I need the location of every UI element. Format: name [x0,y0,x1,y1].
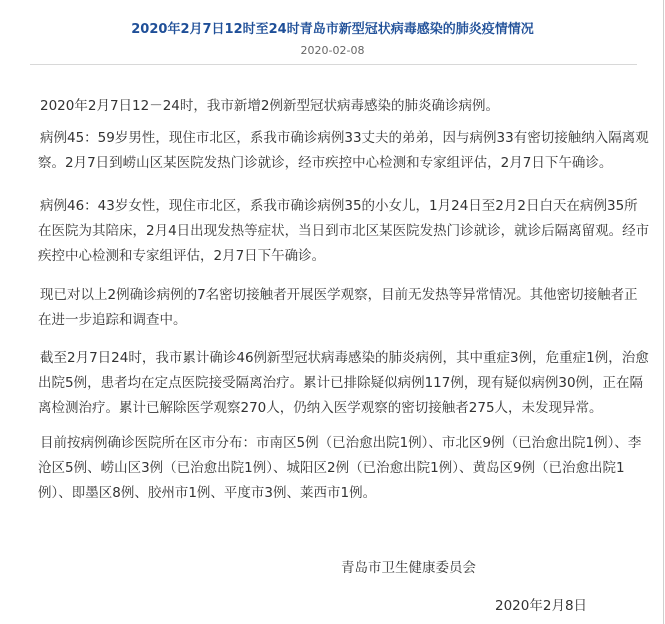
paragraph-summary: 2020年2月7日12－24时，我市新增2例新型冠状病毒感染的肺炎确诊病例。 [40,98,499,114]
title-divider [30,64,637,65]
paragraph-case-46: 病例46：43岁女性，现住市北区，系我市确诊病例35的小女儿，1月24日至2月2日白天在病例35所在医院为其陪床，2月4日出现发热等症状，当日到市北区某医院发热门诊就诊，就诊后隔离留观。经市疾控中心检测和专家组评估，2月7日下午确诊。 [38,198,650,264]
article-title: 2020年2月7日12时至24时青岛市新型冠状病毒感染的肺炎疫情情况 [131,22,534,37]
paragraph-district-distribution: 目前按病例确诊医院所在区市分布：市南区5例（已治愈出院1例）、市北区9例（已治愈出院1例）、李沧区5例、崂山区3例（已治愈出院1例）、城阳区2例（已治愈出院1例）、黄岛区9例（已治愈出院1例）、即墨区8例、胶州市1例、平度市3例、莱西市1例。 [38,435,642,501]
signature-date: 2020年2月8日 [495,598,588,614]
signature-organization: 青岛市卫生健康委员会 [341,560,476,576]
paragraph-cumulative-stats: 截至2月7日24时，我市累计确诊46例新型冠状病毒感染的肺炎病例，其中重症3例，危重症1例，治愈出院5例，患者均在定点医院接受隔离治疗。累计已排除疑似病例117例，现有疑似病例30例，正在隔离检测治疗。累计已解除医学观察270人，仍纳入医学观察的密切接触者275人，未发现异常。 [38,350,649,416]
paragraph-case-45: 病例45：59岁男性，现住市北区，系我市确诊病例33丈夫的弟弟，因与病例33有密切接触纳入隔离观察。2月7日到崂山区某医院发热门诊就诊，经市疾控中心检测和专家组评估，2月7日下午确诊。 [38,130,649,171]
paragraph-close-contacts: 现已对以上2例确诊病例的7名密切接触者开展医学观察，目前无发热等异常情况。其他密切接触者正在进一步追踪和调查中。 [38,287,638,328]
publish-date: 2020-02-08 [300,44,365,57]
